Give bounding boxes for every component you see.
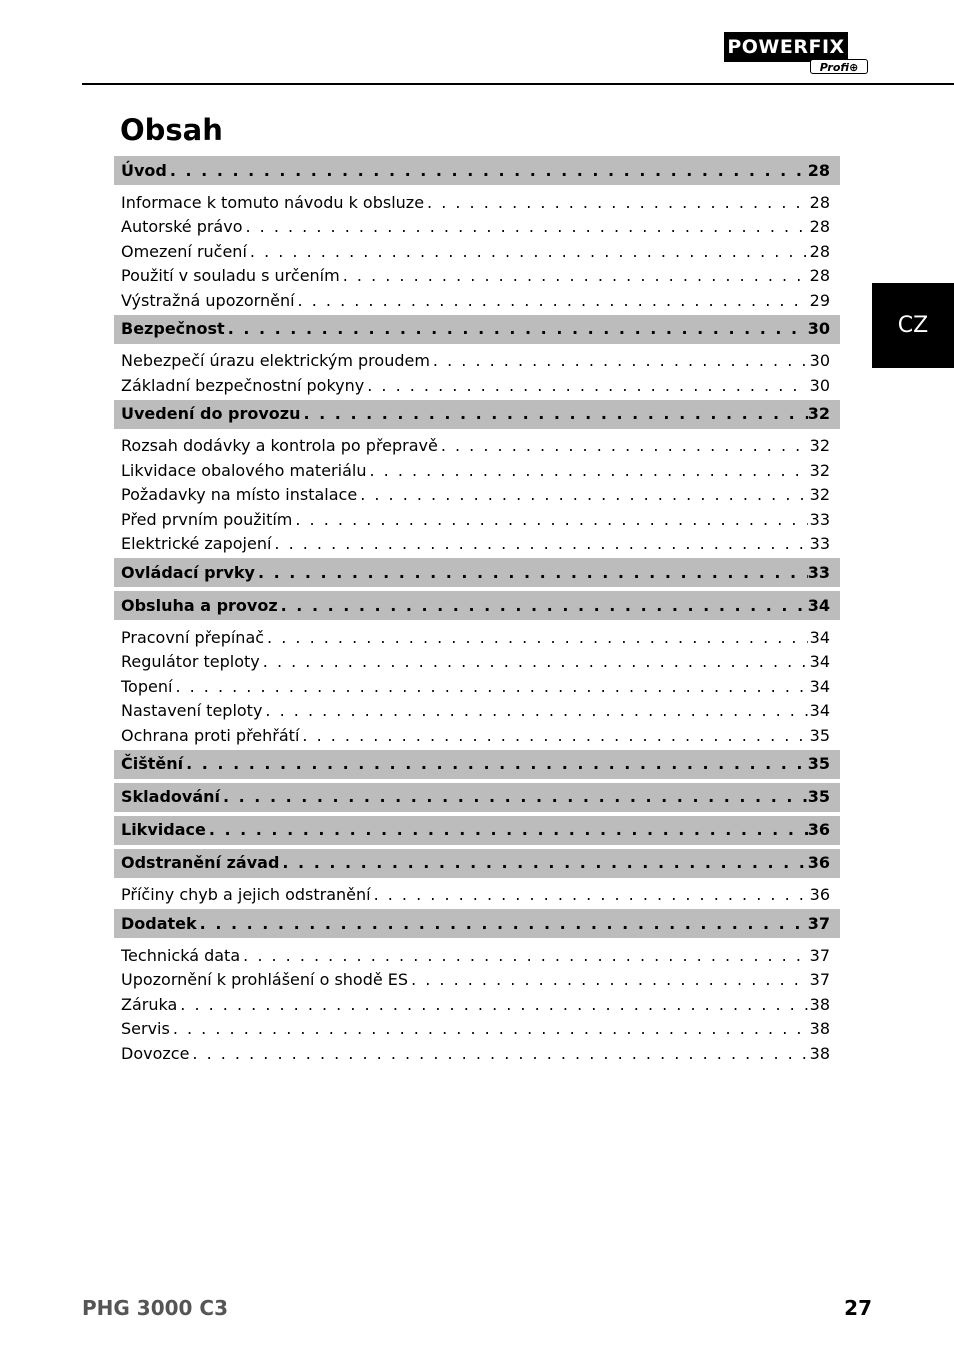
toc-page-number: 35 xyxy=(807,787,830,806)
toc-leader-dots xyxy=(278,596,808,616)
toc-section[interactable] xyxy=(114,315,840,344)
toc-leader-dots xyxy=(183,754,808,774)
toc-page-number: 38 xyxy=(809,1043,830,1063)
toc-label: Úvod xyxy=(121,160,167,180)
toc-label: Informace k tomuto návodu k obsluze xyxy=(121,192,425,212)
toc-label: Topení xyxy=(121,676,173,696)
toc-page-number: 28 xyxy=(809,217,830,236)
toc-label: Autorské právo xyxy=(121,217,243,236)
toc-entry[interactable] xyxy=(114,697,840,722)
toc-label: Dodatek xyxy=(121,913,197,933)
toc-label: Skladování xyxy=(121,787,220,806)
toc-label: Odstranění závad xyxy=(121,853,280,872)
toc-leader-dots xyxy=(177,995,808,1015)
header-rule xyxy=(82,83,954,85)
toc-leader-dots xyxy=(299,726,808,746)
toc-entry[interactable] xyxy=(114,648,840,673)
toc-page-number: 34 xyxy=(809,701,830,720)
toc-label: Nebezpečí úrazu elektrickým proudem xyxy=(121,351,430,370)
toc-page-number: 35 xyxy=(807,754,830,773)
toc-leader-dots xyxy=(430,351,808,371)
toc-entry[interactable] xyxy=(114,188,840,213)
toc-section[interactable] xyxy=(114,750,840,779)
table-of-contents xyxy=(114,156,840,1064)
toc-label: Čištění xyxy=(121,754,184,773)
toc-leader-dots xyxy=(225,319,808,339)
toc-leader-dots xyxy=(206,820,808,840)
toc-entry[interactable] xyxy=(114,1039,840,1064)
toc-page-number: 29 xyxy=(809,290,830,310)
toc-entry[interactable] xyxy=(114,966,840,991)
toc-page-number: 34 xyxy=(809,652,830,671)
toc-section[interactable] xyxy=(114,156,840,185)
toc-label: Příčiny chyb a jejich odstranění xyxy=(121,885,371,904)
toc-section[interactable] xyxy=(114,591,840,620)
brand-name: POWERFIX xyxy=(724,32,848,62)
toc-leader-dots xyxy=(255,563,808,583)
toc-leader-dots xyxy=(424,193,808,213)
toc-entry[interactable] xyxy=(114,881,840,906)
toc-leader-dots xyxy=(438,436,808,456)
toc-label: Elektrické zapojení xyxy=(121,534,272,553)
toc-leader-dots xyxy=(279,853,807,873)
toc-label: Upozornění k prohlášení o shodě ES xyxy=(121,970,409,989)
toc-leader-dots xyxy=(371,885,808,905)
toc-label: Obsluha a provoz xyxy=(121,595,278,615)
toc-leader-dots xyxy=(189,1044,808,1064)
toc-page-number: 32 xyxy=(807,404,830,423)
toc-label: Omezení ručení xyxy=(121,241,247,261)
toc-label: Záruka xyxy=(121,994,178,1014)
toc-label: Rozsah dodávky a kontrola po přepravě xyxy=(121,436,438,455)
toc-page-number: 33 xyxy=(807,562,830,582)
toc-page-number: 33 xyxy=(809,534,830,553)
toc-page-number: 28 xyxy=(807,160,830,180)
footer-page-number: 27 xyxy=(844,1296,872,1320)
toc-entry[interactable] xyxy=(114,371,840,396)
toc-leader-dots xyxy=(240,946,808,966)
toc-label: Výstražná upozornění xyxy=(121,290,295,310)
toc-leader-dots xyxy=(408,970,808,990)
toc-label: Základní bezpečnostní pokyny xyxy=(121,375,365,395)
toc-page-number: 38 xyxy=(809,994,830,1014)
toc-label: Požadavky na místo instalace xyxy=(121,485,358,504)
toc-leader-dots xyxy=(264,628,808,648)
toc-page-number: 34 xyxy=(809,627,830,647)
toc-label: Technická data xyxy=(121,945,241,965)
toc-leader-dots xyxy=(220,787,808,807)
toc-page-number: 36 xyxy=(807,820,830,839)
toc-entry[interactable] xyxy=(114,213,840,238)
toc-leader-dots xyxy=(366,461,808,481)
toc-label: Servis xyxy=(121,1019,170,1038)
toc-page-number: 33 xyxy=(809,509,830,529)
toc-page-number: 28 xyxy=(809,192,830,212)
toc-page-number: 32 xyxy=(809,485,830,504)
toc-section[interactable] xyxy=(114,400,840,429)
brand-sub: Profi⊕ xyxy=(810,59,868,74)
toc-label: Před prvním použitím xyxy=(121,509,293,529)
toc-entry[interactable] xyxy=(114,721,840,746)
toc-label: Pracovní přepínač xyxy=(121,627,265,647)
toc-entry[interactable] xyxy=(114,1015,840,1040)
toc-leader-dots xyxy=(170,1019,808,1039)
toc-leader-dots xyxy=(340,266,808,286)
toc-leader-dots xyxy=(301,404,808,424)
toc-label: Použití v souladu s určením xyxy=(121,266,340,285)
toc-entry[interactable] xyxy=(114,456,840,481)
toc-page-number: 36 xyxy=(807,853,830,872)
toc-label: Dovozce xyxy=(121,1043,190,1063)
toc-label: Ochrana proti přehřátí xyxy=(121,725,300,745)
toc-page-number: 36 xyxy=(809,885,830,904)
toc-label: Bezpečnost xyxy=(121,319,225,338)
toc-section[interactable] xyxy=(114,909,840,938)
toc-page-number: 32 xyxy=(809,460,830,480)
toc-page-number: 28 xyxy=(809,241,830,261)
toc-entry[interactable] xyxy=(114,432,840,457)
toc-page-number: 34 xyxy=(807,595,830,615)
toc-entry[interactable] xyxy=(114,530,840,555)
toc-leader-dots xyxy=(357,485,808,505)
toc-page-number: 38 xyxy=(809,1019,830,1038)
toc-page-number: 37 xyxy=(809,970,830,989)
toc-leader-dots xyxy=(260,652,808,672)
toc-page-number: 34 xyxy=(809,676,830,696)
toc-label: Uvedení do provozu xyxy=(121,404,301,423)
toc-label: Nastavení teploty xyxy=(121,701,263,720)
toc-section[interactable] xyxy=(114,849,840,878)
toc-entry[interactable] xyxy=(114,481,840,506)
toc-leader-dots xyxy=(247,242,808,262)
toc-section[interactable] xyxy=(114,816,840,845)
toc-label: Ovládací prvky xyxy=(121,562,255,582)
toc-entry[interactable] xyxy=(114,262,840,287)
toc-label: Likvidace xyxy=(121,820,206,839)
toc-leader-dots xyxy=(242,217,808,237)
toc-section[interactable] xyxy=(114,783,840,812)
footer-model: PHG 3000 C3 xyxy=(82,1296,228,1320)
toc-page-number: 37 xyxy=(809,945,830,965)
toc-entry[interactable] xyxy=(114,623,840,648)
toc-page-number: 30 xyxy=(809,375,830,395)
toc-page-number: 30 xyxy=(807,319,830,338)
toc-leader-dots xyxy=(292,510,808,530)
toc-leader-dots xyxy=(262,701,808,721)
toc-leader-dots xyxy=(197,914,808,934)
toc-section[interactable] xyxy=(114,558,840,587)
toc-entry[interactable] xyxy=(114,941,840,966)
toc-label: Likvidace obalového materiálu xyxy=(121,460,367,480)
toc-entry[interactable] xyxy=(114,237,840,262)
toc-page-number: 32 xyxy=(809,436,830,455)
toc-entry[interactable] xyxy=(114,347,840,372)
toc-page-number: 30 xyxy=(809,351,830,370)
toc-entry[interactable] xyxy=(114,286,840,311)
toc-leader-dots xyxy=(295,291,808,311)
toc-leader-dots xyxy=(364,376,808,396)
toc-leader-dots xyxy=(167,161,808,181)
toc-label: Regulátor teploty xyxy=(121,652,260,671)
toc-entry[interactable] xyxy=(114,990,840,1015)
toc-page-number: 35 xyxy=(809,725,830,745)
language-tab: CZ xyxy=(872,283,954,368)
toc-entry[interactable] xyxy=(114,672,840,697)
toc-entry[interactable] xyxy=(114,505,840,530)
toc-page-number: 37 xyxy=(807,913,830,933)
toc-page-number: 28 xyxy=(809,266,830,285)
toc-leader-dots xyxy=(271,534,808,554)
brand-logo xyxy=(724,32,870,74)
page-title: Obsah xyxy=(120,113,223,147)
toc-leader-dots xyxy=(172,677,808,697)
